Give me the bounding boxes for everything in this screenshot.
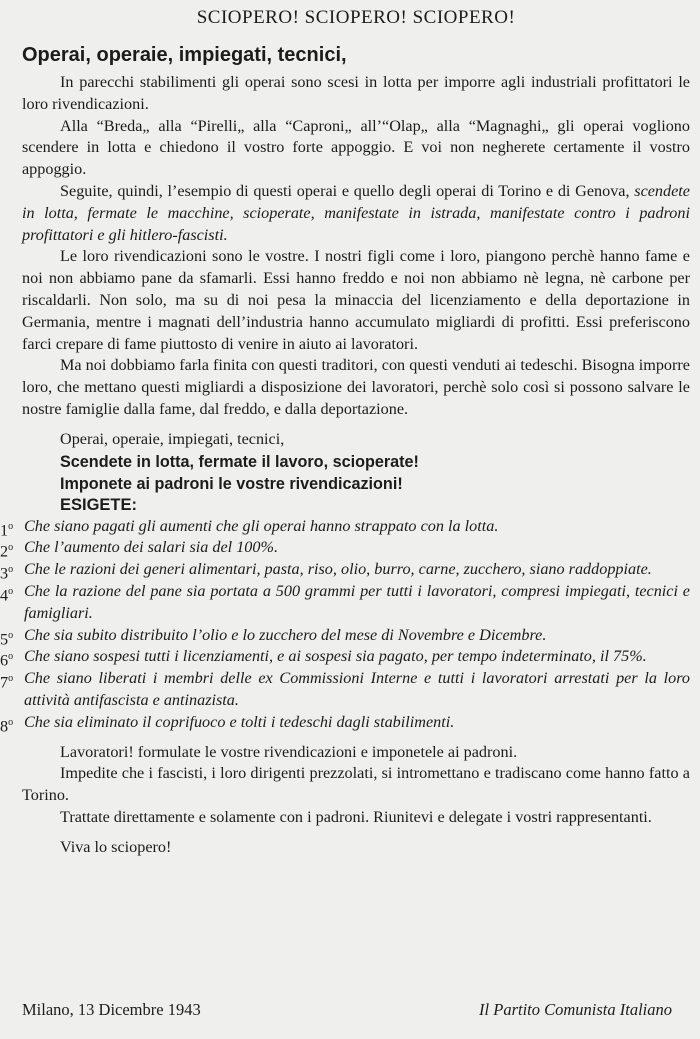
demand-number: 8: [0, 717, 9, 736]
paragraph-5: Ma noi dobbiamo farla finita con questi traditori, con questi venduti ai tedeschi. Bisogna imporre loro, che mettano questi migliardi a disposizione dei lavoratori, perchè solo così si possono salvare le nostre famiglie dalla fame, dal freddo, e dalla deportazione.: [22, 356, 690, 418]
call-strike-line: Scendete in lotta, fermate il lavoro, scioperate!: [60, 452, 419, 471]
paragraph-2: Alla “Breda„ alla “Pirelli„ alla “Caproni„ all’“Olap„ alla “Magnaghi„ gli operai vogliono scendere in lotta e chiedono il vostro forte appoggio. E voi non negherete certamente il vostro appoggio.: [22, 116, 690, 179]
demand-number: 2: [0, 542, 9, 561]
demand-text: Che sia eliminato il coprifuoco e tolti i tedeschi dagli stabilimenti.: [24, 712, 455, 731]
paragraph-1: In parecchi stabilimenti gli operai sono scesi in lotta per imporre agli industriali profittatori le loro rivendicazioni.: [22, 73, 690, 113]
closing-slogan: Viva lo sciopero!: [60, 837, 172, 856]
esigete-heading: ESIGETE:: [60, 495, 138, 514]
closing-paragraph-2: Impedite che i fascisti, i loro dirigenti prezzolati, si intromettano e tradiscano come hanno fatto a Torino.: [22, 764, 690, 805]
closing-section: [22, 742, 690, 859]
call-impose-line: Imponete ai padroni le vostre rivendicazioni!: [60, 474, 403, 493]
demand-number: 3: [0, 564, 9, 583]
closing-paragraph-3: Trattate direttamente e solamente con i padroni. Riunitevi e delegate i vostri rappresentanti.: [60, 807, 652, 826]
paragraph-3-italic-text: scendete in lotta, fermate le macchine, scioperate, manifestate in istrada, manifestate contro i padroni profittatori e gli hitlero-fascisti.: [22, 181, 690, 244]
paragraph-3: [22, 181, 690, 246]
footer-date: Milano, 13 Dicembre 1943: [22, 1000, 201, 1019]
closing-paragraph-1: Lavoratori! formulate le vostre rivendicazioni e imponetele ai padroni.: [60, 742, 518, 761]
demand-item: 2$^o$ Che l’aumento dei salari sia del 100%.: [0, 538, 279, 561]
demand-item: 1$^o$ Che siano pagati gli aumenti che gli operai hanno strappato con la lotta.: [0, 516, 499, 539]
demand-text: Che le razioni dei generi alimentari, pasta, riso, olio, burro, carne, zucchero, siano raddoppiate.: [24, 560, 652, 579]
demand-number: 7: [0, 673, 9, 692]
demand-text: Che siano sospesi tutti i licenziamenti, e ai sospesi sia pagato, per tempo indeterminato, il 75%.: [24, 647, 647, 666]
demand-text: Che siano liberati i membri delle ex Commissioni Interne e tutti i lavoratori arrestati per la loro attività antifascista e antinazista.: [24, 669, 690, 709]
demand-number: 1: [0, 520, 9, 539]
demand-item: 4$^o$ Che la razione del pane sia portata a 500 grammi per tutti i lavoratori, compresi impiegati, tecnici e famigliari.: [0, 581, 690, 622]
call-to-action: [60, 429, 690, 516]
demands-list: [0, 516, 690, 736]
paragraph-3-text: Seguite, quindi, l’esempio di questi operai e quello degli operai di Torino e di Genova,: [60, 181, 635, 200]
paragraph-4: Le loro rivendicazioni sono le vostre. I nostri figli come i loro, piangono perchè hanno fame e noi non abbiamo pane da sfamarli. Essi hanno freddo e noi non abbiamo nè legna, nè carbone per riscaldarli. Non solo, ma su di noi pesa la minaccia del licenziamento e della deportazione in Germania, mentre i magnati dell’industria hanno accumulato migliardi di profitti. Essi preferiscono farci crepare di fame piuttosto di venire in aiuto ai lavoratori.: [22, 247, 690, 353]
footer: [22, 1000, 672, 1024]
demand-item: 7$^o$ Che siano liberati i membri delle ex Commissioni Interne e tutti i lavoratori arrestati per la loro attività antifascista e antinazista.: [0, 669, 690, 709]
demand-text: Che l’aumento dei salari sia del 100%.: [24, 538, 279, 557]
demand-item: 8$^o$ Che sia eliminato il coprifuoco e tolti i tedeschi dagli stabilimenti.: [0, 712, 455, 736]
demand-item: 3$^o$ Che le razioni dei generi alimentari, pasta, riso, olio, burro, carne, zucchero, siano raddoppiate.: [0, 560, 652, 583]
salutation-heading: Operai, operaie, impiegati, tecnici,: [22, 44, 347, 66]
call-salutation: Operai, operaie, impiegati, tecnici,: [60, 429, 285, 448]
demand-text: Che la razione del pane sia portata a 500 grammi per tutti i lavoratori, compresi impiegati, tecnici e famigliari.: [24, 581, 690, 622]
demand-text: Che siano pagati gli aumenti che gli operai hanno strappato con la lotta.: [24, 516, 499, 535]
demand-item: 6$^o$ Che siano sospesi tutti i licenziamenti, e ai sospesi sia pagato, per tempo indeterminato, il 75%.: [0, 647, 647, 670]
demand-number: 6: [0, 651, 9, 670]
footer-signature: Il Partito Comunista Italiano: [479, 1000, 672, 1019]
demand-number: 4: [0, 586, 9, 605]
demand-number: 5: [0, 629, 9, 648]
demand-item: 5$^o$ Che sia subito distribuito l’olio e lo zucchero del mese di Novembre e Dicembre.: [0, 625, 547, 648]
masthead-title: SCIOPERO! SCIOPERO! SCIOPERO!: [196, 7, 516, 28]
demand-text: Che sia subito distribuito l’olio e lo zucchero del mese di Novembre e Dicembre.: [24, 625, 547, 644]
